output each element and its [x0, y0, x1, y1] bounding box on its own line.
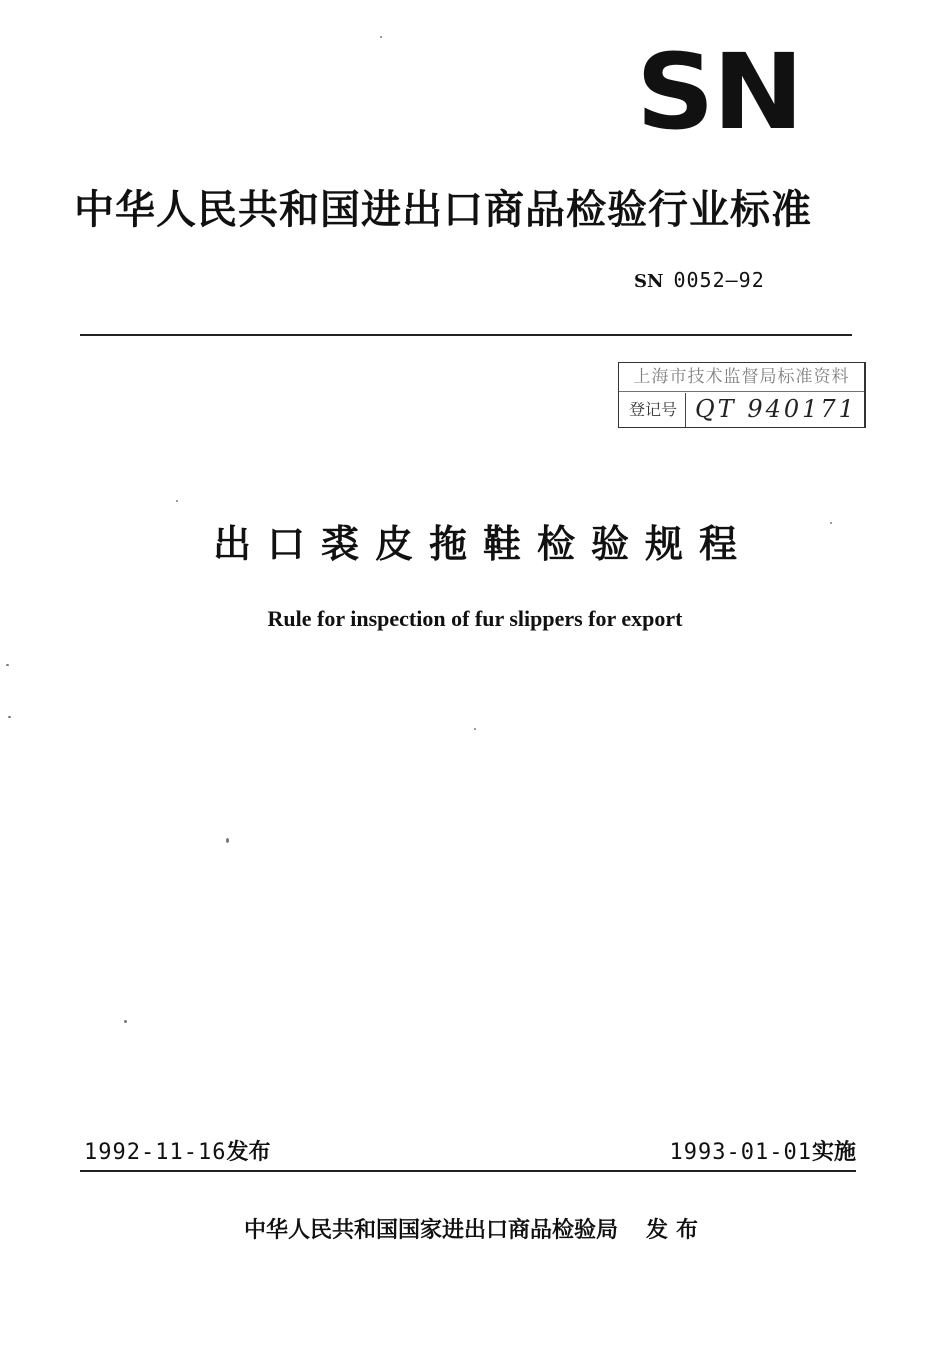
footer-divider: [80, 1170, 856, 1172]
standard-category-title: 中华人民共和国进出口商品检验行业标准: [74, 187, 812, 233]
issue-date-suffix: 发布: [226, 1140, 271, 1165]
scan-speck: [474, 728, 476, 730]
document-title-en: Rule for inspection of fur slippers for export: [267, 606, 683, 631]
standard-number: [634, 266, 814, 296]
publisher: [0, 1214, 950, 1248]
scan-speck: [226, 838, 229, 843]
stamp-label: 登记号: [621, 393, 686, 427]
stamp-org-text: 上海市技术监督局标准资料: [619, 363, 864, 392]
effective-date-value: 1993-01-01: [669, 1140, 812, 1165]
scan-speck: [380, 36, 382, 38]
issue-date: [84, 1136, 324, 1170]
effective-date: [620, 1136, 856, 1170]
publisher-action: 发布: [646, 1218, 707, 1243]
scan-speck: [830, 522, 832, 524]
document-title-zh: 出口裘皮拖鞋检验规程: [212, 522, 753, 566]
standard-number-value: 0052—92: [673, 268, 765, 292]
issue-date-value: 1992-11-16: [84, 1140, 227, 1165]
header-divider: [80, 334, 852, 336]
scan-speck: [176, 500, 178, 502]
sn-logo: SN: [636, 31, 802, 153]
effective-date-suffix: 实施: [811, 1140, 856, 1165]
standard-prefix: SN: [634, 271, 664, 292]
stamp-registration-number: QT 940171: [695, 395, 857, 423]
scan-speck: [8, 716, 11, 718]
registration-stamp: [618, 362, 866, 428]
scan-speck: [6, 664, 9, 666]
publisher-name: 中华人民共和国国家进出口商品检验局: [243, 1218, 618, 1243]
scan-speck: [124, 1020, 127, 1023]
